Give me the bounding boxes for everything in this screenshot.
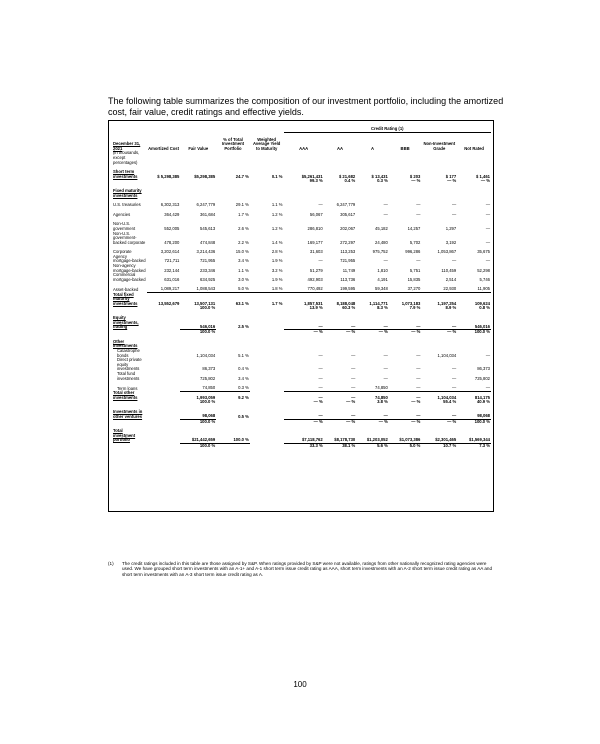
cell-bbb: 5,751 (409, 267, 421, 273)
row-label: Agencies (113, 211, 131, 217)
cell-aa: 0.4 % (344, 178, 356, 184)
row-label: Catastrophe bonds (117, 347, 140, 358)
cell-bbb: — (416, 375, 421, 381)
cell-non-investment-grade: 10.7 % (443, 442, 457, 448)
cell-bbb: — (416, 211, 421, 217)
cell-amortized-cost: 232,144 (164, 267, 180, 273)
cell-not-rated: $1,569,344 (457, 429, 491, 443)
cell-a: — (383, 366, 388, 372)
cell-bbb: 7.9 % (409, 305, 421, 311)
table-row (112, 255, 491, 264)
cell-aa: — (351, 366, 356, 372)
cell-aa: 113,736 (340, 276, 356, 282)
cell-aa: 202,067 (340, 225, 356, 231)
cell-aa: 721,955 (340, 258, 356, 264)
cell-a: 74,850 (375, 385, 388, 391)
cell-weighted-yield: 1.1 % (271, 202, 283, 208)
row-label: Direct private equity investments (117, 357, 142, 372)
table-row (112, 349, 491, 358)
cell-weighted-yield: 2.8 % (271, 249, 283, 255)
header-date: December 31, 2021 (113, 141, 141, 151)
cell-aaa: — % (284, 419, 324, 424)
row-label: Non-U.S. government-backed corporate (113, 230, 146, 245)
cell-amortized-cost: $ 5,298,385 (157, 173, 180, 179)
cell-bbb: — % (411, 178, 421, 184)
table-row (112, 264, 491, 273)
cell-weighted-yield: 1.9 % (271, 258, 283, 264)
cell-not-rated: 109,624 (457, 293, 491, 307)
cell-a: — (383, 211, 388, 217)
cell-pct-of-total: 100.0 % (216, 429, 250, 443)
cell-fair-value: 474,848 (200, 239, 216, 245)
cell-not-rated: 52,298 (477, 267, 490, 273)
cell-aaa: 492,903 (307, 276, 323, 282)
header-bbb: BBB (400, 145, 410, 151)
cell-fair-value: 100.0 % (180, 330, 216, 335)
cell-aaa: 169,177 (307, 239, 323, 245)
cell-weighted-yield: 1.8 % (271, 286, 283, 292)
cell-aaa: — (318, 323, 323, 329)
cell-a: — (383, 352, 388, 358)
column-header-row (112, 138, 491, 152)
cell-pct-of-total: 3.0 % (238, 276, 249, 282)
cell-non-investment-grade: $2,301,465 (421, 429, 457, 443)
cell-fair-value: 1,088,543 (196, 286, 216, 292)
cell-amortized-cost: 13,552,679 (147, 293, 181, 307)
cell-non-investment-grade: 55.4 % (443, 399, 457, 405)
footnote-text: The credit ratings included in this table are those assigned by S&P. When ratings provided by S&P were not available, ratings from other nationally recognized rating agencies were used. We have grouped short term investments with an A-1+ and A-1 short term issue credit rating as AAA, short term investments with an A-2 short term issue credit rating as AA and short term investments with an A-3 short term issue credit rating as A. (122, 561, 493, 577)
header-aa: AA (336, 145, 343, 151)
cell-not-rated: 725,802 (474, 375, 490, 381)
cell-pct-of-total: 5.1 % (238, 352, 249, 358)
table-row (112, 232, 491, 246)
cell-a: — (383, 202, 388, 208)
cell-aaa: — (318, 352, 323, 358)
intro-paragraph: The following table summarizes the composition of our investment portfolio, including the amortized cost, fair value, credit ratings and effective yields. (108, 96, 504, 117)
cell-weighted-yield: 3.2 % (271, 267, 283, 273)
row-label: Total other investments (113, 390, 138, 400)
cell-fair-value: 74,850 (202, 385, 216, 391)
cell-weighted-yield: 1.4 % (271, 239, 283, 245)
row-label: Agency mortgage-backed (113, 253, 146, 264)
cell-not-rated: 5,746 (479, 276, 490, 282)
cell-non-investment-grade: — (452, 366, 457, 372)
cell-a: 1,114,771 (356, 293, 389, 307)
cell-not-rated: 814,175 (457, 391, 491, 400)
cell-aa: — (351, 352, 356, 358)
row-label: Corporate (113, 249, 132, 255)
cell-not-rated: — (485, 258, 490, 264)
header-weighted-yield: Weighted Average Yield to Maturity (253, 136, 281, 151)
cell-aaa: 33.3 % (309, 442, 323, 448)
cell-non-investment-grade: 1,297 (445, 225, 457, 231)
cell-aaa: — (284, 391, 324, 400)
cell-fair-value: 545,613 (200, 225, 216, 231)
cell-fair-value: 3,214,436 (196, 249, 216, 255)
cell-bbb: 15,835 (407, 276, 421, 282)
cell-bbb: 5.0 % (409, 442, 421, 448)
cell-weighted-yield: 1.2 % (271, 225, 283, 231)
cell-non-investment-grade: — (452, 375, 457, 381)
cell-non-investment-grade: 22,930 (443, 286, 457, 292)
cell-amortized-cost: 478,200 (164, 239, 180, 245)
cell-aaa: — % (284, 330, 324, 335)
cell-aa: — (351, 385, 356, 391)
footnote-marker: (1) (108, 561, 114, 566)
cell-pct-of-total: 5.0 % (238, 286, 249, 292)
section-heading: Other investments (113, 338, 138, 349)
cell-fair-value: 361,684 (200, 211, 216, 217)
cell-aa: 38.1 % (342, 442, 356, 448)
cell-aaa: 286,810 (307, 225, 323, 231)
cell-bbb: — (416, 323, 421, 329)
cell-aaa: 31,603 (309, 249, 323, 255)
cell-aa: — % (324, 330, 357, 335)
cell-aaa: 1,857,531 (284, 293, 324, 307)
investment-portfolio-table (112, 127, 491, 448)
cell-a: 4,191 (377, 276, 388, 282)
cell-bbb: — % (411, 399, 421, 405)
cell-not-rated: — % (480, 178, 490, 184)
cell-aa: 11,749 (342, 267, 356, 273)
cell-fair-value: 100.0 % (199, 399, 216, 405)
cell-non-investment-grade: — % (421, 330, 457, 335)
header-amortized-cost: Amortized Cost (148, 145, 180, 151)
cell-bbb: 14,257 (407, 225, 421, 231)
cell-bbb: 996,286 (405, 249, 421, 255)
cell-a: — % (356, 330, 389, 335)
cell-fair-value: $21,442,659 (180, 429, 216, 443)
cell-fair-value: 634,925 (200, 276, 216, 282)
table-row (112, 316, 491, 330)
cell-bbb: — (416, 202, 421, 208)
cell-aaa: — (318, 385, 323, 391)
cell-aa: — % (324, 419, 357, 424)
cell-non-investment-grade: 1,104,034 (437, 352, 457, 358)
cell-not-rated: 86,373 (477, 366, 490, 372)
row-label: Non-agency mortgage-backed (113, 263, 146, 273)
cell-not-rated: 100.0 % (457, 419, 491, 424)
cell-non-investment-grade: — % (447, 178, 457, 184)
cell-weighted-yield: 1.7 % (250, 293, 284, 307)
cell-fair-value: 1,993,059 (180, 391, 216, 400)
cell-aa: $ 21,682 (338, 173, 356, 179)
cell-aa: 199,595 (340, 286, 356, 292)
cell-fair-value: 100.0 % (199, 442, 216, 448)
cell-aa: 60.3 % (342, 305, 356, 311)
cell-non-investment-grade: 8.9 % (445, 305, 457, 311)
cell-pct-of-total: 1.1 % (238, 267, 249, 273)
cell-not-rated: 40.9 % (476, 399, 490, 405)
cell-aa: — % (346, 399, 356, 405)
header-not-rated: Not Rated (464, 145, 484, 151)
table-row-grand-total (112, 429, 491, 443)
cell-non-investment-grade: 110,459 (441, 267, 457, 273)
cell-aa: — (351, 413, 356, 419)
cell-amortized-cost: 6,302,313 (160, 202, 180, 208)
cell-aa: 272,297 (340, 239, 356, 245)
cell-a: 45,182 (375, 225, 388, 231)
cell-fair-value: 100.0 % (180, 419, 216, 424)
cell-amortized-cost: 552,005 (164, 225, 180, 231)
section-heading-row (112, 340, 491, 349)
cell-not-rated: — (485, 211, 490, 217)
cell-non-investment-grade: — (452, 258, 457, 264)
cell-bbb: — (389, 391, 422, 400)
cell-fair-value: 546,016 (200, 323, 216, 329)
cell-a: 59,348 (375, 286, 388, 292)
cell-a: 3.8 % (377, 399, 388, 405)
cell-bbb: — (416, 258, 421, 264)
units-row (112, 151, 491, 165)
row-label: U.S. treasuries (113, 202, 141, 208)
cell-aaa: $5,261,431 (301, 173, 323, 179)
cell-a: 24,480 (375, 239, 388, 245)
cell-not-rated: — (485, 352, 490, 358)
cell-fair-value: $5,298,385 (194, 173, 216, 179)
cell-not-rated: 11,905 (477, 286, 490, 292)
cell-a: 8.3 % (377, 305, 388, 311)
cell-pct-of-total: 2.2 % (238, 239, 249, 245)
cell-non-investment-grade: — % (421, 419, 457, 424)
table-row (112, 170, 491, 179)
header-a: A (371, 145, 375, 151)
cell-fair-value: 725,802 (200, 375, 216, 381)
row-label: Asset-backed (113, 286, 139, 292)
cell-non-investment-grade: — (452, 385, 457, 391)
row-label: Total fund investments (117, 370, 140, 381)
cell-non-investment-grade: — (452, 211, 457, 217)
row-label: Equity investments, trading (113, 314, 139, 330)
cell-amortized-cost: 631,016 (164, 276, 180, 282)
cell-amortized-cost: 3,202,614 (160, 249, 180, 255)
cell-fair-value: 721,955 (200, 258, 216, 264)
row-label: Total fixed maturity investments (113, 291, 138, 306)
header-non-investment-grade: Non-Investment Grade (423, 141, 456, 151)
cell-non-investment-grade: 3,192 (445, 239, 457, 245)
cell-a: 74,850 (356, 391, 389, 400)
table-row (112, 410, 491, 419)
cell-pct-of-total: 29.1 % (235, 202, 249, 208)
cell-pct-of-total: 9.2 % (216, 391, 250, 400)
cell-not-rated: 546,016 (474, 323, 490, 329)
cell-aaa: 56,067 (309, 211, 323, 217)
cell-bbb: $1,073,386 (389, 429, 422, 443)
cell-aaa: 770,492 (307, 286, 323, 292)
cell-a: 1,810 (377, 267, 388, 273)
cell-aaa: 99.3 % (309, 178, 323, 184)
cell-fair-value: 98,068 (202, 413, 216, 419)
cell-fair-value: 13,507,131 (180, 293, 216, 307)
cell-non-investment-grade: — (452, 413, 457, 419)
units-note: (in thousands, except percentages) (113, 150, 140, 165)
cell-not-rated: 35,675 (477, 249, 490, 255)
cell-amortized-cost: 721,711 (164, 258, 180, 264)
table-row-percent (112, 443, 491, 448)
cell-fair-value: 1,104,034 (196, 352, 216, 358)
cell-not-rated: 0.8 % (479, 305, 490, 311)
row-label: Term loans (117, 385, 138, 391)
cell-aaa: — (318, 375, 323, 381)
cell-aa: 8,188,048 (324, 293, 357, 307)
cell-aa: $8,178,730 (324, 429, 357, 443)
cell-not-rated: 98,068 (477, 413, 490, 419)
cell-not-rated: — (485, 225, 490, 231)
cell-bbb: — (416, 366, 421, 372)
section-heading-row (112, 189, 491, 198)
cell-fair-value: 233,346 (200, 267, 216, 273)
cell-amortized-cost: 364,429 (164, 211, 180, 217)
cell-pct-of-total: 3.4 % (238, 258, 249, 264)
cell-aa: — (324, 391, 357, 400)
table-row-total (112, 391, 491, 400)
cell-pct-of-total: 15.0 % (235, 249, 249, 255)
cell-aa: 113,253 (340, 249, 356, 255)
cell-fair-value: 100.0 % (199, 305, 216, 311)
cell-aa: — (351, 323, 356, 329)
section-heading: Fixed maturity investments (113, 187, 142, 198)
cell-a: — (383, 323, 388, 329)
cell-non-investment-grade: — (452, 202, 457, 208)
cell-bbb: 37,270 (407, 286, 421, 292)
cell-pct-of-total: 0.5 % (238, 413, 249, 419)
cell-bbb: 1,073,183 (389, 293, 422, 307)
table-row (112, 222, 491, 231)
header-aaa: AAA (299, 145, 309, 151)
cell-not-rated: $ 1,461 (476, 173, 490, 179)
cell-aa: — (351, 375, 356, 381)
cell-amortized-cost: 1,089,217 (160, 286, 180, 292)
cell-pct-of-total: 3.4 % (238, 375, 249, 381)
cell-a: — % (356, 419, 389, 424)
cell-weighted-yield: 1.9 % (271, 276, 283, 282)
cell-not-rated: — (485, 385, 490, 391)
cell-a: $ 13,431 (371, 173, 388, 179)
cell-non-investment-grade: — (452, 323, 457, 329)
cell-non-investment-grade: 1,053,867 (437, 249, 457, 255)
cell-non-investment-grade: 2,514 (445, 276, 457, 282)
cell-bbb: — (416, 385, 421, 391)
page-number: 100 (293, 680, 307, 689)
table-row (112, 273, 491, 282)
cell-pct-of-total: 63.1 % (216, 293, 250, 307)
row-label: Non-U.S. government (113, 221, 136, 231)
cell-not-rated: — (485, 202, 490, 208)
cell-bbb: — (416, 413, 421, 419)
cell-aaa: $7,118,762 (284, 429, 324, 443)
cell-pct-of-total: 0.3 % (238, 385, 249, 391)
cell-aa: 6,247,779 (336, 202, 356, 208)
cell-not-rated: — (485, 239, 490, 245)
row-label: Investments in other ventures (113, 409, 143, 419)
cell-fair-value: 86,373 (202, 366, 216, 372)
cell-a: — (383, 375, 388, 381)
cell-pct-of-total: 24.7 % (235, 173, 249, 179)
cell-pct-of-total: 0.4 % (238, 366, 249, 372)
header-fair-value: Fair Value (188, 145, 209, 151)
cell-a: — (383, 258, 388, 264)
cell-a: 5.6 % (377, 442, 388, 448)
cell-not-rated: 100.0 % (457, 330, 491, 335)
cell-a: 0.3 % (377, 178, 388, 184)
row-label: Short term investments (113, 169, 138, 179)
table-row (112, 358, 491, 372)
cell-aaa: — (318, 258, 323, 264)
cell-aaa: — (318, 366, 323, 372)
cell-bbb: 5,702 (409, 239, 421, 245)
cell-aaa: — (318, 413, 323, 419)
cell-non-investment-grade: $ 177 (445, 173, 457, 179)
cell-non-investment-grade: 1,197,254 (421, 293, 457, 307)
cell-aaa: 51,279 (309, 267, 323, 273)
cell-weighted-yield: 1.2 % (271, 211, 283, 217)
credit-rating-header: Credit Rating (1) (284, 127, 491, 132)
cell-bbb: — % (389, 330, 422, 335)
cell-bbb: $ 203 (409, 173, 421, 179)
cell-not-rated: 7.3 % (479, 442, 490, 448)
cell-aaa: 13.9 % (309, 305, 323, 311)
table-row-total (112, 293, 491, 307)
header-pct-of-total: % of Total Investment Portfolio (221, 136, 245, 151)
cell-a: $1,203,052 (356, 429, 389, 443)
row-label: Total investment portfolio (113, 428, 136, 443)
footnote (108, 561, 498, 577)
cell-pct-of-total: 1.7 % (238, 211, 249, 217)
cell-aa: 305,617 (340, 211, 356, 217)
row-label: Commercial mortgage-backed (113, 272, 146, 282)
cell-pct-of-total: 2.6 % (238, 225, 249, 231)
cell-pct-of-total: 2.5 % (238, 324, 249, 330)
cell-fair-value: 6,247,779 (196, 202, 216, 208)
cell-a: — (383, 413, 388, 419)
cell-bbb: — % (389, 419, 422, 424)
cell-weighted-yield: 0.1 % (271, 173, 283, 179)
cell-a: 975,752 (372, 249, 388, 255)
cell-non-investment-grade: 1,104,034 (421, 391, 457, 400)
table-row (112, 372, 491, 381)
cell-aaa: — (318, 202, 323, 208)
cell-aaa: — % (313, 399, 323, 405)
cell-bbb: — (416, 352, 421, 358)
